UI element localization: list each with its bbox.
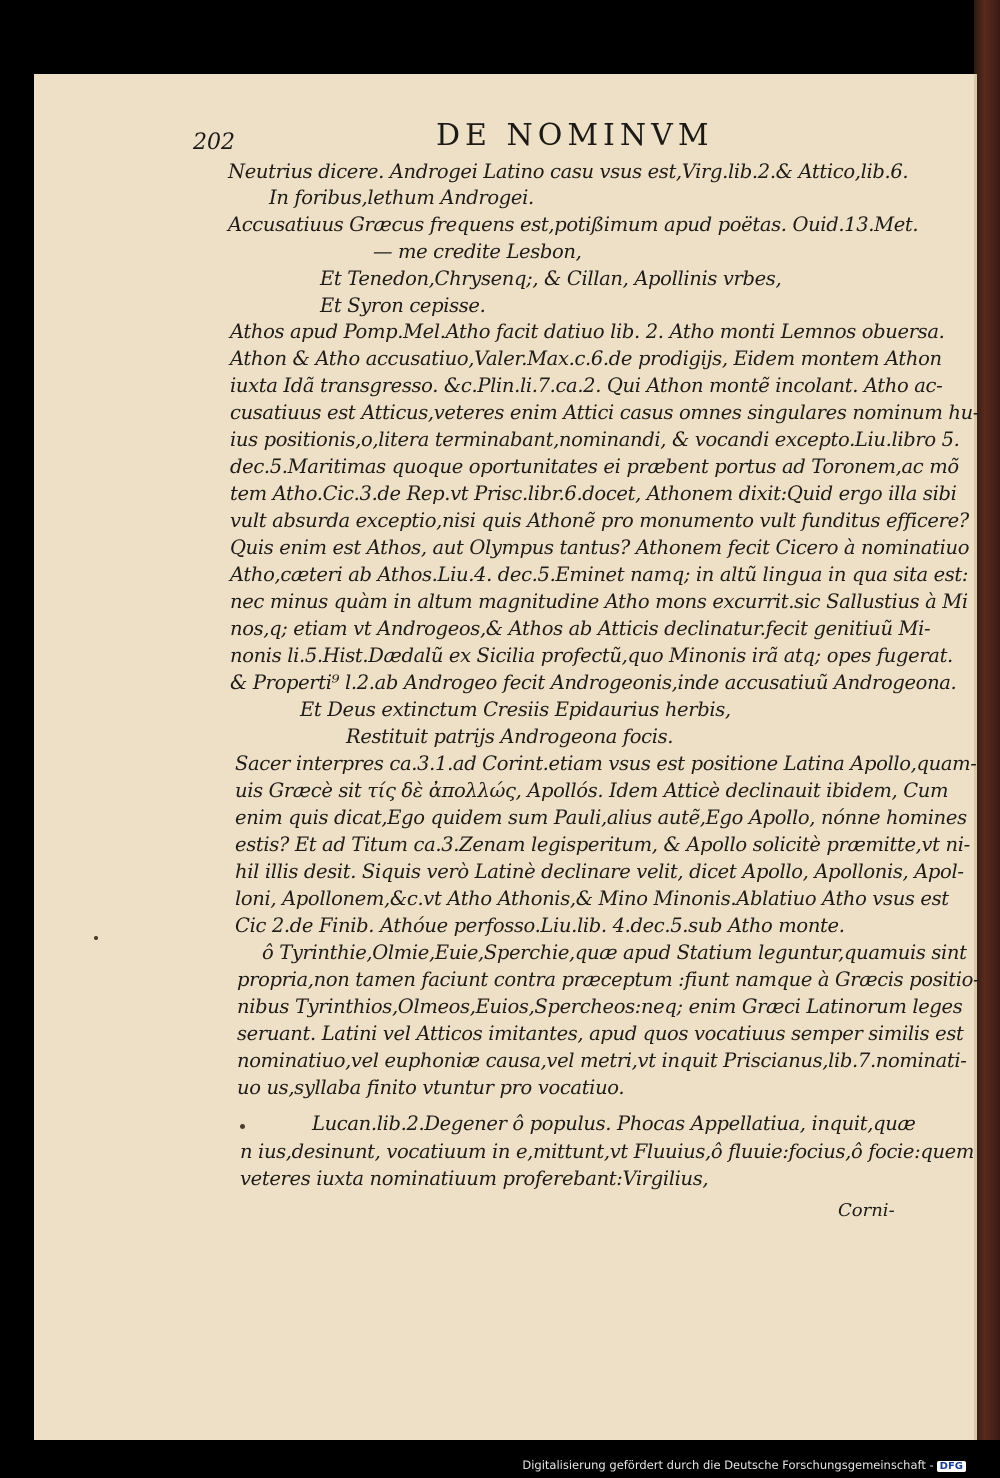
paper-speck [240, 1124, 245, 1129]
text-line: nos,q; etiam vt Androgeos,& Athos ab Atticis declinatur.fecit genitiuũ Mi- [230, 617, 931, 640]
text-line: cusatiuus est Atticus,veteres enim Attici casus omnes singulares nominum hu- [230, 401, 980, 424]
text-line: hil illis desit. Siquis verò Latinè declinare velit, dicet Apollo, Apollonis, Apol- [235, 860, 964, 883]
text-line: Atho,cæteri ab Athos.Liu.4. dec.5.Eminet namq; in altũ lingua in qua sita est: [230, 563, 969, 586]
text-line: dec.5.Maritimas quoque oportunitates ei præbent portus ad Toronem,ac mõ [230, 455, 959, 478]
text-line: uo us,syllaba finito vtuntur pro vocatiuo. [237, 1076, 625, 1099]
text-line: Et Deus extinctum Cresiis Epidaurius herbis, [300, 698, 731, 721]
footer-text: Digitalisierung gefördert durch die Deutsche Forschungsgemeinschaft - [522, 1458, 934, 1472]
digitization-footer [522, 1458, 966, 1472]
paper-speck [94, 936, 98, 940]
text-line: Neutrius dicere. Androgei Latino casu vsus est,Virg.lib.2.& Attico,lib.6. [228, 160, 909, 183]
text-line: propria,non tamen faciunt contra præceptum :fiunt namque à Græcis positio- [237, 968, 980, 991]
text-line: Athos apud Pomp.Mel.Atho facit datiuo lib. 2. Atho monti Lemnos obuersa. [230, 320, 945, 343]
text-line: Et Syron cepisse. [320, 294, 486, 317]
text-line: nonis li.5.Hist.Dædalũ ex Sicilia profectũ,quo Minonis irã atq; opes fugerat. [230, 644, 953, 667]
text-line: veteres iuxta nominatiuum proferebant:Virgilius, [240, 1167, 709, 1190]
text-line: Et Tenedon,Chrysenq;, & Cillan, Apollinis vrbes, [320, 267, 782, 290]
text-line: n ius,desinunt, vocatiuum in e,mittunt,vt Fluuius,ô fluuie:focius,ô focie:quem [240, 1140, 975, 1163]
text-line: — me credite Lesbon, [373, 240, 582, 263]
text-line: & Properti⁹ l.2.ab Androgeo fecit Androgeonis,inde accusatiuũ Androgeona. [230, 671, 957, 694]
text-line: Restituit patrijs Androgeona focis. [346, 725, 674, 748]
text-line: Lucan.lib.2.Degener ô populus. Phocas Appellatiua, inquit,quæ [312, 1112, 916, 1135]
catchword: Corni- [838, 1200, 895, 1221]
text-line: Sacer interpres ca.3.1.ad Corint.etiam vsus est positione Latina Apollo,quam- [235, 752, 977, 775]
dfg-logo: DFG [937, 1461, 966, 1472]
text-line: nec minus quàm in altum magnitudine Atho mons excurrit.sic Sallustius à Mi [230, 590, 968, 613]
text-line: uis Græcè sit τίς δὲ ἀπολλώς, Apollós. Idem Atticè declinauit ibidem, Cum [235, 779, 949, 802]
text-line: ius positionis,o,litera terminabant,nominandi, & vocandi excepto.Liu.libro 5. [230, 428, 960, 451]
page-number: 202 [193, 130, 235, 155]
running-head: DE NOMINVM [436, 118, 714, 153]
text-line: Athon & Atho accusatiuo,Valer.Max.c.6.de prodigijs, Eidem montem Athon [230, 347, 942, 370]
text-line: nibus Tyrinthios,Olmeos,Euios,Spercheos:neq; enim Græci Latinorum leges [237, 995, 963, 1018]
text-line: seruant. Latini vel Atticos imitantes, apud quos vocatiuus semper similis est [237, 1022, 964, 1045]
text-line: estis? Et ad Titum ca.3.Zenam legisperitum, & Apollo solicitè præmitte,vt ni- [235, 833, 970, 856]
text-line: Cic 2.de Finib. Athóue perfosso.Liu.lib. 4.dec.5.sub Atho monte. [235, 914, 845, 937]
text-line: loni, Apollonem,&c.vt Atho Athonis,& Mino Minonis.Ablatiuo Atho vsus est [235, 887, 949, 910]
text-line: Accusatiuus Græcus frequens est,potißimum apud poëtas. Ouid.13.Met. [228, 213, 919, 236]
text-line: In foribus,lethum Androgei. [269, 186, 534, 209]
text-line: vult absurda exceptio,nisi quis Athonẽ pro monumento vult funditus efficere? [230, 509, 969, 532]
text-line: Quis enim est Athos, aut Olympus tantus? Athonem fecit Cicero à nominatiuo [230, 536, 970, 559]
text-line: ô Tyrinthie,Olmie,Euie,Sperchie,quæ apud Statium leguntur,quamuis sint [262, 941, 967, 964]
text-line: tem Atho.Cic.3.de Rep.vt Prisc.libr.6.docet, Athonem dixit:Quid ergo illa sibi [230, 482, 957, 505]
text-line: enim quis dicat,Ego quidem sum Pauli,alius autẽ,Ego Apollo, nónne homines [235, 806, 967, 829]
text-line: iuxta Idã transgresso. &c.Plin.li.7.ca.2. Qui Athon montẽ incolant. Atho ac- [230, 374, 943, 397]
book-spine-edge [974, 0, 1000, 1440]
text-line: nominatiuo,vel euphoniæ causa,vel metri,vt inquit Priscianus,lib.7.nominati- [237, 1049, 967, 1072]
